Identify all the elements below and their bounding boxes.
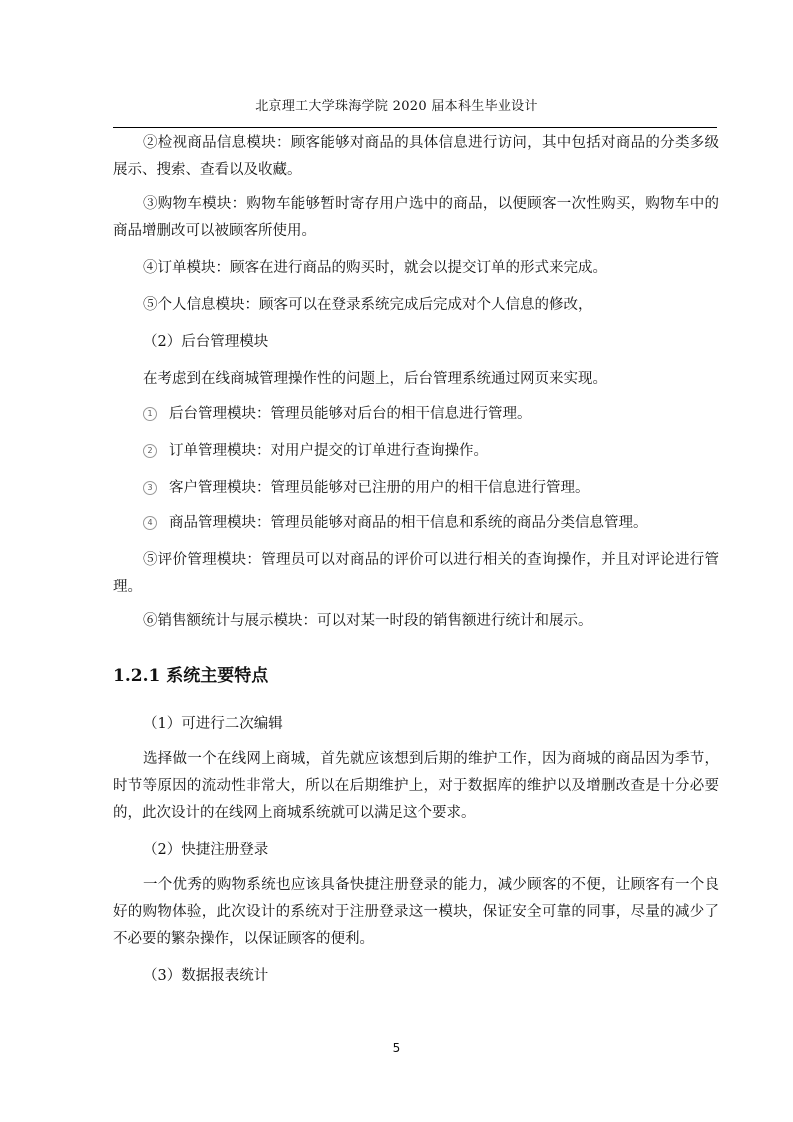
numbered-item: [113, 510, 719, 537]
paragraph-browse-module: ②检视商品信息模块：顾客能够对商品的具体信息进行访问，其中包括对商品的分类多级展示、搜索、查看以及收藏。: [113, 135, 719, 178]
header-rule: [113, 127, 717, 128]
numbered-item-text: 订单管理模块：对用户提交的订单进行查询操作。: [169, 443, 488, 459]
circled-number: 2: [143, 444, 157, 458]
feature-heading-editing: （1）可进行二次编辑: [143, 716, 283, 732]
page-header: 北京理工大学珠海学院 2020 届本科生毕业设计: [255, 99, 538, 114]
paragraph-profile-module: ⑤个人信息模块：顾客可以在登录系统完成后完成对个人信息的修改，: [143, 297, 593, 313]
circled-number: 4: [143, 516, 157, 530]
numbered-item: [113, 475, 719, 502]
numbered-item-text: 客户管理模块：管理员能够对已注册的用户的相干信息进行管理。: [169, 480, 590, 496]
paragraph-review-module: ⑤评价管理模块：管理员可以对商品的评价可以进行相关的查询操作，并且对评论进行管理。: [113, 552, 719, 595]
paragraph-backend-heading: （2）后台管理模块: [143, 334, 269, 350]
feature-text-editing: 选择做一个在线网上商城，首先就应该想到后期的维护工作，因为商城的商品因为季节，时节等原因的流动性非常大，所以在后期维护上，对于数据库的维护以及增删改查是十分必要的，此次设计的在线网上商城系统就可以满足这个要求。: [113, 751, 719, 821]
paragraph-sales-module: ⑥销售额统计与展示模块：可以对某一时段的销售额进行统计和展示。: [143, 613, 593, 629]
numbered-item-text: 后台管理模块：管理员能够对后台的相干信息进行管理。: [169, 406, 532, 422]
paragraph-cart-module: ③购物车模块：购物车能够暂时寄存用户选中的商品，以便顾客一次性购买，购物车中的商品增删改可以被顾客所使用。: [113, 196, 719, 239]
feature-heading-report: （3）数据报表统计: [143, 968, 269, 984]
paragraph-backend-intro: 在考虑到在线商城管理操作性的问题上，后台管理系统通过网页来实现。: [143, 371, 607, 387]
feature-heading-login: （2）快捷注册登录: [143, 842, 269, 858]
feature-text-login: 一个优秀的购物系统也应该具备快捷注册登录的能力，减少顾客的不便，让顾客有一个良好的购物体验，此次设计的系统对于注册登录这一模块，保证安全可靠的同事，尽量的减少了不必要的繁杂操作，以保证顾客的便利。: [113, 877, 719, 947]
numbered-item: [113, 401, 719, 428]
section-heading: 1.2.1 系统主要特点: [113, 666, 269, 686]
numbered-item-text: 商品管理模块：管理员能够对商品的相干信息和系统的商品分类信息管理。: [169, 515, 648, 531]
circled-number: 1: [143, 407, 157, 421]
numbered-item: [113, 438, 719, 465]
paragraph-order-module: ④订单模块：顾客在进行商品的购买时，就会以提交订单的形式来完成。: [143, 260, 607, 276]
page-number: 5: [392, 1041, 401, 1055]
circled-number: 3: [143, 481, 157, 495]
